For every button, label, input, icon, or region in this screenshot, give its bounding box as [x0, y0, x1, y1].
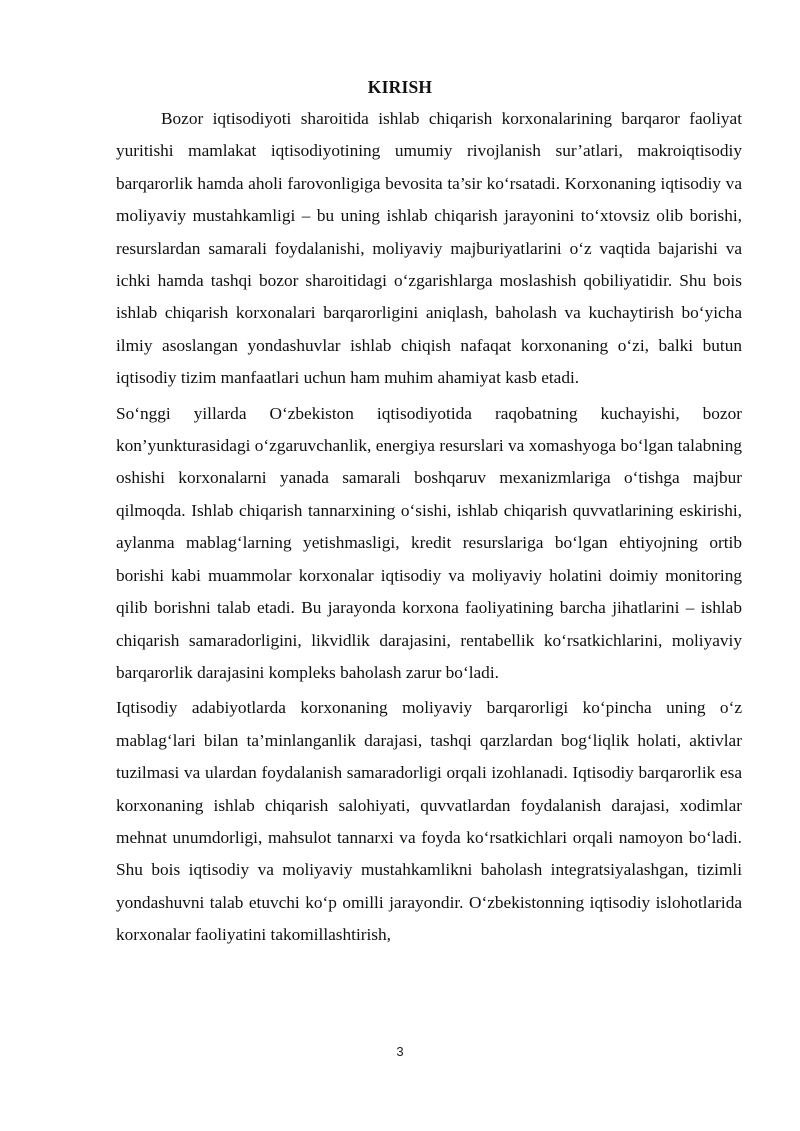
document-body: [116, 103, 742, 955]
paragraph-2: So‘nggi yillarda O‘zbekiston iqtisodiyotida raqobatning kuchayishi, bozor kon’yunkturasidagi o‘zgaruvchanlik, energiya resurslari va xomashyoga bo‘lgan talabning oshishi korxonalarni yanada samarali boshqaruv mexanizmlariga o‘tishga majbur qilmoqda. Ishlab chiqarish tannarxining o‘sishi, ishlab chiqarish quvvatlarining eskirishi, aylanma mablag‘larning yetishmasligi, kredit resurslariga bo‘lgan ehtiyojning ortib borishi kabi muammolar korxonalar iqtisodiy va moliyaviy holatini doimiy monitoring qilib borishni talab etadi. Bu jarayonda korxona faoliyatining barcha jihatlarini – ishlab chiqarish samaradorligini, likvidlik darajasini, rentabellik ko‘rsatkichlarini, moliyaviy barqarorlik darajasini kompleks baholash zarur bo‘ladi.: [116, 403, 742, 682]
section-heading: KIRISH: [367, 77, 433, 97]
page-number: 3: [396, 1044, 404, 1059]
paragraph-3: Iqtisodiy adabiyotlarda korxonaning moliyaviy barqarorligi ko‘pincha uning o‘z mablag‘lari bilan ta’minlanganlik darajasi, tashqi qarzlardan bog‘liqlik holati, aktivlar tuzilmasi va ulardan foydalanish samaradorligi orqali izohlanadi. Iqtisodiy barqarorlik esa korxonaning ishlab chiqarish salohiyati, quvvatlardan foydalanish darajasi, xodimlar mehnat unumdorligi, mahsulot tannarxi va foyda ko‘rsatkichlari orqali namoyon bo‘ladi. Shu bois iqtisodiy va moliyaviy mustahkamlikni baholash integratsiyalashgan, tizimli yondashuvni talab etuvchi ko‘p omilli jarayondir. O‘zbekistonning iqtisodiy islohotlarida korxonalar faoliyatini takomillashtirish,: [116, 698, 742, 945]
paragraph-1: Bozor iqtisodiyoti sharoitida ishlab chiqarish korxonalarining barqaror faoliyat yuritishi mamlakat iqtisodiyotining umumiy rivojlanish sur’atlari, makroiqtisodiy barqarorlik hamda aholi farovonligiga bevosita ta’sir ko‘rsatadi. Korxonaning iqtisodiy va moliyaviy mustahkamligi – bu uning ishlab chiqarish jarayonini to‘xtovsiz olib borishi, resurslardan samarali foydalanishi, moliyaviy majburiyatlarini o‘z vaqtida bajarishi va ichki hamda tashqi bozor sharoitidagi o‘zgarishlarga moslashish qobiliyatidir. Shu bois ishlab chiqarish korxonalari barqarorligini aniqlash, baholash va kuchaytirish bo‘yicha ilmiy asoslangan yondashuvlar ishlab chiqish nafaqat korxonaning o‘zi, balki butun iqtisodiy tizim manfaatlari uchun ham muhim ahamiyat kasb etadi.: [116, 109, 742, 388]
